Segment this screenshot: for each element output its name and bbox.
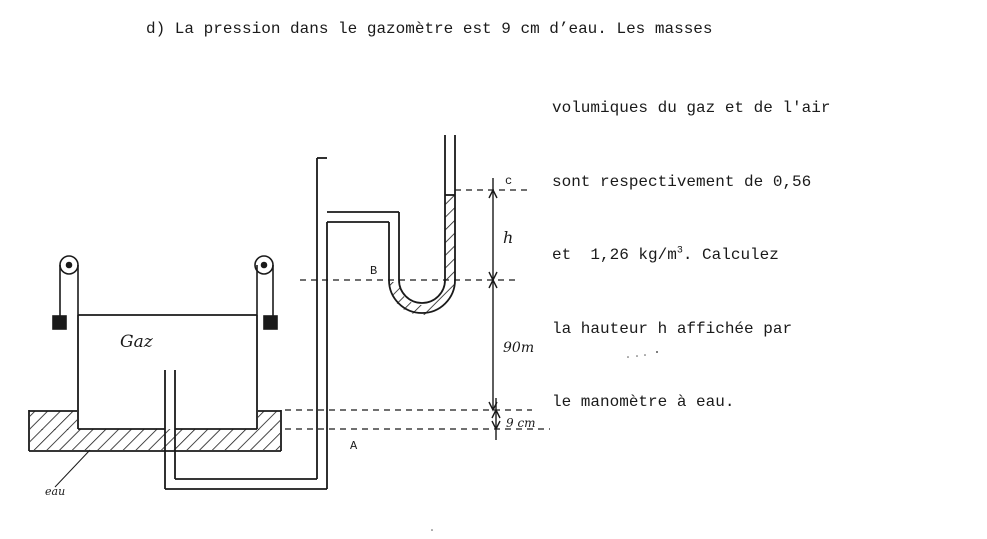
- unit-exponent: 3: [676, 245, 683, 257]
- water-leader-line: [55, 450, 90, 487]
- scan-speckles: [431, 351, 658, 531]
- gasometer-bell: [78, 315, 257, 429]
- problem-line-6: le manomètre à eau.: [552, 393, 735, 411]
- u-tube-manometer: [389, 135, 455, 315]
- water-tank: [29, 410, 281, 451]
- height-9cm-label: 9 cm: [506, 416, 536, 430]
- height-90-label: 90m: [503, 340, 535, 356]
- calculez-text: . Calculez: [682, 246, 779, 264]
- problem-line-1: d) La pression dans le gazomètre est 9 cm d’eau. Les masses: [146, 20, 713, 38]
- point-a-label: A: [350, 439, 358, 453]
- problem-line-5: la hauteur h affichée par: [552, 319, 793, 338]
- pulley-left: [53, 256, 78, 329]
- gas-label: Gaz: [120, 332, 153, 352]
- dimension-arrows: [489, 178, 500, 440]
- density-unit: et 1,26 kg/m: [552, 246, 677, 264]
- water-label: eau: [45, 485, 66, 498]
- problem-line-3: sont respectivement de 0,56: [552, 172, 812, 191]
- point-b-label: B: [370, 264, 378, 278]
- point-c-label: c: [505, 174, 513, 188]
- problem-line-2: volumiques du gaz et de l'air: [552, 99, 831, 117]
- height-h-label: h: [503, 228, 514, 247]
- pulley-right: [255, 256, 277, 329]
